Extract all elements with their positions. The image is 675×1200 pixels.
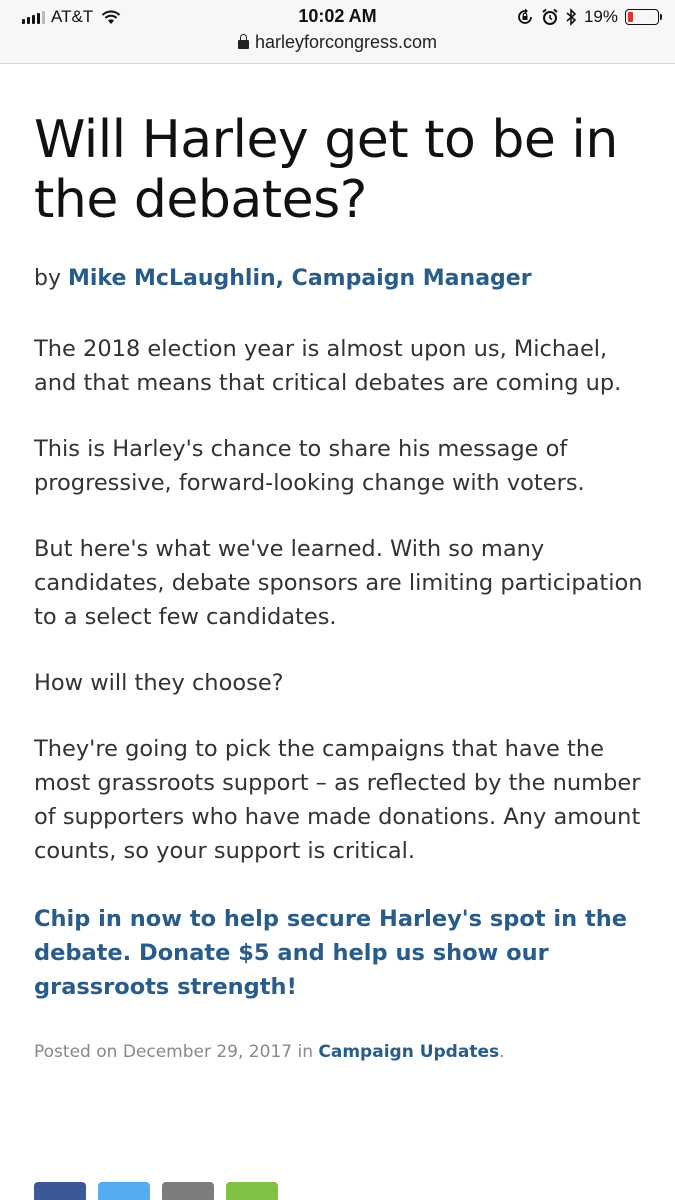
article-title: Will Harley get to be in the debates?: [34, 110, 618, 230]
byline: [34, 264, 644, 294]
carrier-name: AT&T: [51, 7, 94, 26]
posted-in: in: [297, 1042, 313, 1062]
alarm-icon: [541, 8, 559, 26]
bluetooth-icon: [566, 8, 577, 26]
donate-link[interactable]: Chip in now to help secure Harley's spot in the debate. Donate $5 and help us show our grassroots strength!: [34, 906, 628, 1000]
paragraph: They're going to pick the campaigns that have the most grassroots support – as reflected by the number of supporters who have made donations. Any amount counts, so your support is critical.: [34, 736, 641, 864]
lock-icon: [238, 40, 249, 49]
category-link[interactable]: Campaign Updates: [318, 1042, 500, 1062]
url-text: harleyforcongress.com: [254, 32, 438, 52]
post-meta: [34, 1040, 644, 1064]
paragraph: This is Harley's chance to share his message of progressive, forward-looking change with voters.: [34, 436, 585, 496]
address-bar[interactable]: [0, 32, 675, 53]
paragraph: The 2018 election year is almost upon us, Michael, and that means that critical debates are coming up.: [34, 336, 622, 396]
battery-percent: 19%: [583, 7, 618, 26]
article: [34, 110, 644, 1064]
status-icons: [516, 7, 659, 27]
byline-prefix: by: [34, 266, 61, 291]
category-suffix: .: [499, 1042, 505, 1062]
share-buttons: [34, 1182, 278, 1200]
clock: 10:02 AM: [298, 6, 377, 26]
status-bar: [0, 0, 675, 64]
author-link[interactable]: Mike McLaughlin, Campaign Manager: [67, 266, 532, 291]
facebook-share-button[interactable]: [34, 1182, 86, 1200]
email-share-button[interactable]: [162, 1182, 214, 1200]
share-button[interactable]: [226, 1182, 278, 1200]
paragraph: But here's what we've learned. With so many candidates, debate sponsors are limiting participation to a select few candidates.: [34, 536, 643, 630]
battery-icon: [625, 9, 659, 25]
posted-date: December 29, 2017: [122, 1042, 293, 1062]
battery-level-fill: [628, 12, 633, 22]
twitter-share-button[interactable]: [98, 1182, 150, 1200]
posted-prefix: Posted on: [34, 1042, 118, 1062]
rotation-lock-icon: [516, 8, 534, 26]
paragraph: How will they choose?: [34, 670, 284, 696]
